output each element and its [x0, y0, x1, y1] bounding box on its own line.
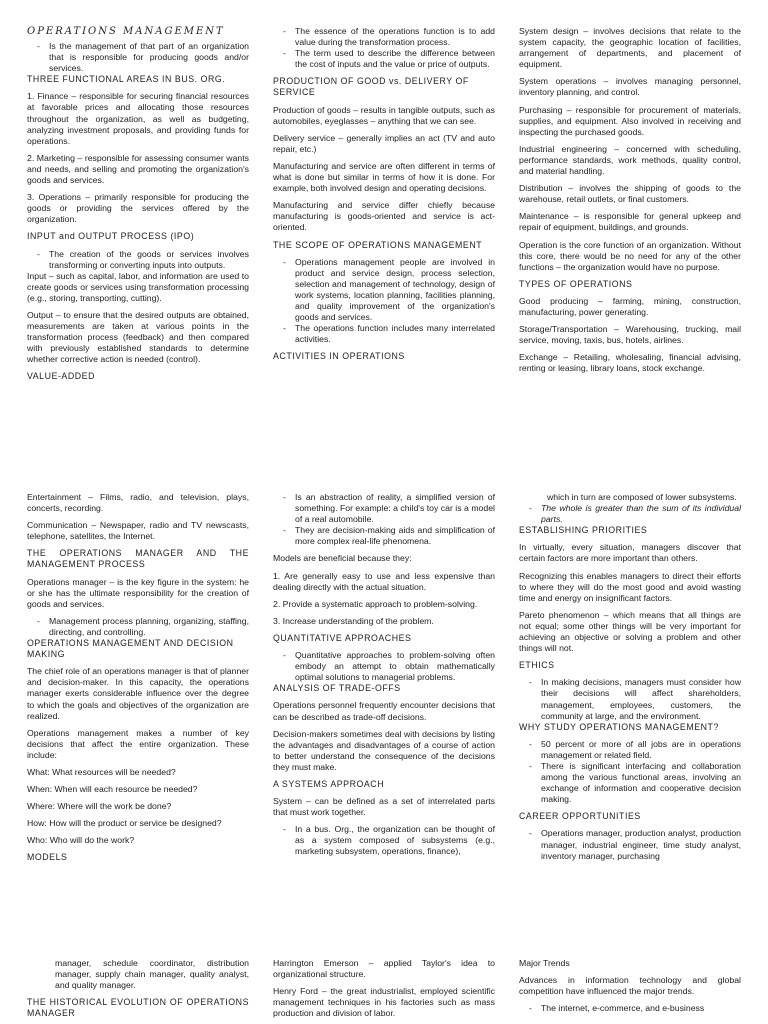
dash-icon: - — [529, 828, 532, 839]
paragraph-finance: 1. Finance – responsible for securing financial resources at favorable prices and allocating those resources throughout the organization, as well as budgeting, analyzing investment proposals, and providing funds for operations. — [27, 91, 249, 146]
system-bullet: - In a bus. Org., the organization can be thought of as a system composed of subsystems (e.g., marketing subsystem, operations, finance), — [283, 824, 495, 857]
why-study-bullet-2: - There is significant interfacing and collaboration among the various functional areas, involving an exchange of information and cooperative decision making. — [529, 760, 741, 805]
value-added-bullet-2: - The term used to describe the difference between the cost of inputs and the value or price of outputs. — [283, 48, 495, 70]
question-where: Where: Where will the work be done? — [27, 801, 172, 812]
paragraph-purchasing: Purchasing – responsible for procurement of materials, supplies, and equipment. Also involved in receiving and inspecting the purchased goods. — [519, 104, 741, 137]
value-added-bullet-1: - The essence of the operations function is to add value during the transformation process. — [283, 26, 495, 48]
dash-icon: - — [283, 650, 286, 661]
paragraph-production: Production of goods – results in tangible outputs, such as automobiles, eyeglasses – anything that we can see. — [273, 104, 495, 126]
heading-decision-making: OPERATIONS MANAGEMENT AND DECISION MAKING — [27, 638, 234, 660]
heading-production-vs-delivery: PRODUCTION OF GOOD vs. DELIVERY OF SERVICE — [273, 76, 469, 98]
dash-icon: - — [529, 503, 532, 514]
paragraph-marketing: 2. Marketing – responsible for assessing consumer wants and needs, and selling and promoting the organization's goods and services. — [27, 152, 249, 186]
paragraph-advances: Advances in information technology and global competition have influenced the major trends. — [519, 975, 741, 997]
question-who: Who: Who will do the work? — [27, 835, 135, 846]
paragraph-pareto: Pareto phenomenon – which means that all things are not equal; some other things will be very important for achieving an objective or solving a problem and other things will not. — [519, 609, 741, 654]
dash-icon: - — [37, 41, 40, 51]
dash-icon: - — [37, 615, 40, 626]
heading-operations-manager: THE OPERATIONS MANAGER AND THE MANAGEMENT PROCESS — [27, 548, 249, 570]
paragraph-recognizing: Recognizing this enables managers to direct their efforts to where they will do the most good and avoid wasting time and energy on insignificant factors. — [519, 570, 741, 603]
page-section-3 — [0, 952, 768, 1024]
paragraph-system-design: System design – involves decisions that relate to the system capacity, the geographic location of facilities, arrangement of departments, and placement of equipment. — [519, 26, 741, 70]
paragraph-exchange: Exchange – Retailing, wholesaling, financial advising, renting or leasing, library loans, stock exchange. — [519, 352, 741, 374]
intro-bullet: - Is the management of that part of an organization that is responsible for producing goods and/or services. — [37, 41, 249, 74]
question-when: When: When will each resource be needed? — [27, 784, 198, 795]
paragraph-system-operations: System operations – involves managing personnel, inventory planning, and control. — [519, 76, 741, 98]
ethics-bullet: - In making decisions, managers must consider how their decisions will affect shareholders, management, employees, customers, the community at large, and the environment. — [529, 677, 741, 721]
section1-column-2 — [273, 26, 495, 368]
heading-why-study: WHY STUDY OPERATIONS MANAGEMENT? — [519, 721, 719, 732]
numbered-item-2: 2. Provide a systematic approach to problem-solving. — [273, 598, 478, 609]
dash-icon: - — [37, 248, 40, 259]
heading-activities: ACTIVITIES IN OPERATIONS — [273, 351, 405, 362]
management-process-bullet: - Management process planning, organizing, staffing, directing, and controlling. — [37, 615, 249, 637]
heading-major-trends: Major Trends — [519, 958, 570, 968]
paragraph-harrington-emerson: Harrington Emerson – applied Taylor's idea to organizational structure. — [273, 958, 495, 980]
scope-bullet-1: - Operations management people are involved in product and service design, process selection, selection and management of technology, design of work systems, location planning, facilities planning, and quality improvement of the organization's goods and services. — [283, 256, 495, 323]
paragraph-virtually: In virtually, every situation, managers discover that certain factors are more important than others. — [519, 542, 741, 564]
dash-icon: - — [283, 48, 286, 59]
paragraph-decision-makers: Decision-makers sometimes deal with decisions by listing the advantages and disadvantages of a course of action to better understand the consequence of the decisions they must make. — [273, 728, 495, 772]
system-bullet-continuation: which in turn are composed of lower subsystems. — [547, 492, 737, 502]
paragraph-output: Output – to ensure that the desired outputs are obtained, measurements are taken at various points in the transformation process (feedback) and then compared with previously established standards to determine whether corrective action is needed (control). — [27, 309, 249, 365]
paragraph-delivery: Delivery service – generally implies an act (TV and auto repair, etc.) — [273, 132, 495, 154]
heading-historical-evolution: THE HISTORICAL EVOLUTION OF OPERATIONS MANAGER — [27, 997, 249, 1019]
heading-scope: THE SCOPE OF OPERATIONS MANAGEMENT — [273, 239, 483, 250]
scope-bullet-2: - The operations function includes many interrelated activities. — [283, 323, 495, 345]
dash-icon: - — [529, 677, 532, 688]
paragraph-maintenance: Maintenance – is responsible for general upkeep and repair of equipment, buildings, and grounds. — [519, 211, 741, 233]
paragraph-differences: Manufacturing and service are often different in terms of what is done but similar in terms of how it is done. For example, both involved design and operating decisions. — [273, 160, 495, 194]
paragraph-operations-manager: Operations manager – is the key figure in the system: he or she has the ultimate responsibility for the creation of goods and services. — [27, 576, 249, 609]
paragraph-good-producing: Good producing – farming, mining, construction, manufacturing, power generating. — [519, 295, 741, 317]
paragraph-henry-ford: Henry Ford – the great industrialist, employed scientific management techniques in his factories such as mass production and division of labor. — [273, 986, 495, 1019]
paragraph-operations: 3. Operations – primarily responsible for producing the goods or providing the services offered by the organization. — [27, 192, 249, 225]
quantitative-bullet: - Quantitative approaches to problem-solving often embody an attempt to obtain mathematically optimal solutions to managerial problems. — [283, 650, 495, 683]
heading-trade-offs: ANALYSIS OF TRADE-OFFS — [273, 683, 401, 694]
paragraph-industrial-engineering: Industrial engineering – concerned with scheduling, performance standards, work methods, quality control, and material handling. — [519, 143, 741, 177]
page-section-1 — [0, 0, 768, 480]
models-bullet-2: - They are decision-making aids and simplification of more complex real-life phenomena. — [283, 525, 495, 547]
paragraph-input: Input – such as capital, labor, and information are used to create goods or services using transformation processing (e.g., storing, transporting, cutting). — [27, 270, 249, 303]
heading-ethics: ETHICS — [519, 660, 555, 671]
dash-icon: - — [283, 256, 286, 267]
paragraph-communication: Communication – Newspaper, radio and TV newscasts, telephone, satellites, the Internet. — [27, 520, 249, 542]
whole-greater-bullet: - The whole is greater than the sum of its individual parts. — [529, 503, 741, 525]
page-section-2 — [0, 486, 768, 948]
paragraph-core-function: Operation is the core function of an organization. Without this core, there would be no need for any of the other functions – the organization would have no purpose. — [519, 239, 741, 272]
paragraph-key-decisions: Operations management makes a number of key decisions that affect the entire organization. These include: — [27, 727, 249, 760]
heading-three-functional-areas: THREE FUNCTIONAL AREAS IN BUS. ORG. — [27, 74, 226, 85]
question-how: How: How will the product or service be designed? — [27, 818, 222, 829]
why-study-bullet-1: - 50 percent or more of all jobs are in operations management or related field. — [529, 738, 741, 760]
dash-icon: - — [283, 26, 286, 36]
paragraph-storage-transportation: Storage/Transportation – Warehousing, trucking, mail service, moving, taxis, bus, hotels, airlines. — [519, 324, 741, 346]
section3-column-1 — [27, 958, 249, 1024]
paragraph-models-beneficial: Models are beneficial because they: — [273, 553, 412, 564]
dash-icon: - — [283, 525, 286, 536]
heading-quantitative: QUANTITATIVE APPROACHES — [273, 632, 412, 643]
numbered-item-1: 1. Are generally easy to use and less expensive than dealing directly with the actual situation. — [273, 570, 495, 592]
models-bullet-1: - Is an abstraction of reality, a simplified version of something. For example: a child's toy car is a model of a real automobile. — [283, 492, 495, 525]
trend-bullet-1: - The internet, e-commerce, and e-business — [529, 1003, 705, 1014]
numbered-item-3: 3. Increase understanding of the problem. — [273, 615, 434, 626]
paragraph-system: System – can be defined as a set of interrelated parts that must work together. — [273, 796, 495, 818]
heading-types-of-operations: TYPES OF OPERATIONS — [519, 278, 633, 289]
heading-ipo: INPUT and OUTPUT PROCESS (IPO) — [27, 231, 195, 242]
dash-icon: - — [283, 492, 286, 502]
dash-icon: - — [529, 738, 532, 749]
heading-value-added: VALUE-ADDED — [27, 371, 95, 382]
ipo-bullet: - The creation of the goods or services involves transforming or converting inputs into outputs. — [37, 248, 249, 270]
dash-icon: - — [283, 824, 286, 835]
question-what: What: What resources will be needed? — [27, 766, 176, 777]
paragraph-chief-role: The chief role of an operations manager is that of planner and decision-maker. In this capacity, the operations manager exerts considerable influence over the degree to which the goals and objectives of the organization are realized. — [27, 666, 249, 721]
section2-column-1 — [27, 492, 249, 870]
heading-systems-approach: A SYSTEMS APPROACH — [273, 778, 385, 789]
paragraph-distribution: Distribution – involves the shipping of goods to the warehouse, retail outlets, or final customers. — [519, 183, 741, 205]
paragraph-trade-offs: Operations personnel frequently encounter decisions that can be described as trade-off decisions. — [273, 700, 495, 722]
paragraph-entertainment: Entertainment – Films, radio, and television, plays, concerts, recording. — [27, 492, 249, 514]
section1-column-1 — [27, 26, 249, 389]
heading-priorities: ESTABLISHING PRIORITIES — [519, 525, 648, 536]
paragraph-differ-chiefly: Manufacturing and service differ chiefly because manufacturing is goods-oriented and service is act-oriented. — [273, 200, 495, 233]
section2-column-2 — [273, 492, 495, 858]
heading-models: MODELS — [27, 852, 68, 863]
heading-career: CAREER OPPORTUNITIES — [519, 811, 641, 822]
career-bullet-continuation: manager, schedule coordinator, distribution manager, supply chain manager, quality analyst, and quality manager. — [55, 958, 249, 991]
dash-icon: - — [529, 1003, 532, 1014]
section3-column-3 — [519, 958, 741, 1014]
dash-icon: - — [283, 323, 286, 334]
dash-icon: - — [529, 760, 532, 771]
section3-column-2 — [273, 958, 495, 1024]
section1-column-3 — [519, 26, 741, 380]
document-title: OPERATIONS MANAGEMENT — [27, 26, 225, 37]
section2-column-3 — [519, 492, 741, 862]
career-bullet: - Operations manager, production analyst, production manager, industrial engineer, time study analyst, inventory manager, purchasing — [529, 828, 741, 861]
